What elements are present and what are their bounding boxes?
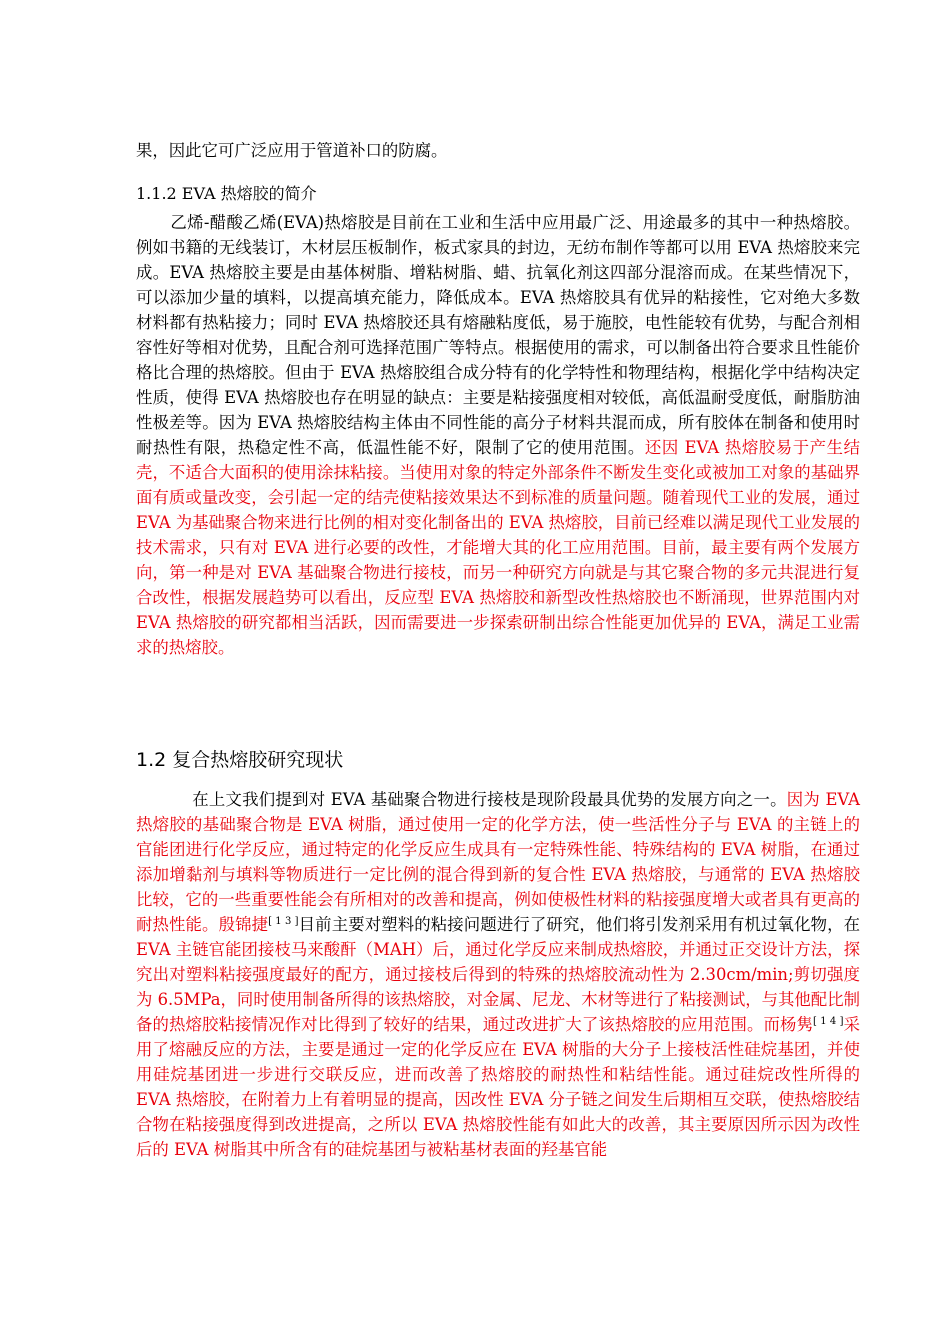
citation-ref-14: [ 1 4 ] — [813, 1016, 844, 1027]
paragraph-text-red: 因为 EVA 热熔胶的基础聚合物是 EVA 树脂，通过使用一定的化学方法，使一些活性分子与 EVA 的主链上的官能团进行化学反应，通过特定的化学反应生成具有一定特殊性能、特殊结构的 EVA 树脂，在通过添加增黏剂与填料等物质进行一定比例的混合得到新的复合性 EVA 热熔胶，与通常的 EVA 热熔胶比较，它的一些重要性能会有所相对的改善和提高，例如使极性材料的粘接强度增大或者具有更高的耐热性能。殷锦捷 — [136, 790, 860, 934]
paragraph-text-red: EVA 主链官能团接枝马来酸酐（MAH）后，通过化学反应来制成热熔胶，并通过正交设计方法，探究出对塑料粘接强度最好的配方，通过接枝后得到的特殊的热熔胶流动性为 2.30cm/min;剪切强度为 6.5MPa，同时使用制备所得的该热熔胶，对金属、尼龙、木材等进行了粘接测试，与其他配比制备的热熔胶粘接情况作对比得到了较好的结果，通过改进扩大了该热熔胶的应用范围。而杨隽 — [136, 940, 860, 1034]
section-1-2-paragraph — [136, 787, 860, 1162]
section-1-2-heading: 1.2 复合热熔胶研究现状 — [136, 749, 344, 771]
paragraph-text-black: 目前主要对塑料的粘接问题进行了研究，他们将引发剂采用有机过氧化物，在 — [298, 915, 860, 934]
paragraph-text-black: 在上文我们提到对 EVA 基础聚合物进行接枝是现阶段最具优势的发展方向之一。 — [192, 790, 787, 809]
paragraph-text-black: 乙烯-醋酸乙烯(EVA)热熔胶是目前在工业和生活中应用最广泛、用途最多的其中一种热熔胶。例如书籍的无线装订，木材层压板制作，板式家具的封边，无纺布制作等都可以用 EVA 热熔胶来完成。EVA 热熔胶主要是由基体树脂、增粘树脂、蜡、抗氧化剂这四部分混溶而成。在某些情况下，可以添加少量的填料，以提高填充能力，降低成本。EVA 热熔胶具有优异的粘接性，它对绝大多数材料都有热粘接力；同时 EVA 热熔胶还具有熔融粘度低，易于施胶，电性能较有优势，与配合剂相容性好等相对优势，且配合剂可选择范围广等特点。根据使用的需求，可以制备出符合要求且性能价格比合理的热熔胶。但由于 EVA 热熔胶组合成分特有的化学特性和物理结构，根据化学中结构决定性质，使得 EVA 热熔胶也存在明显的缺点：主要是粘接强度相对较低，高低温耐受度低，耐脂肪油性极差等。因为 EVA 热熔胶结构主体由不同性能的高分子材料共混而成，所有胶体在制备和使用时耐热性有限，热稳定性不高，低温性能不好，限制了它的使用范围。 — [136, 213, 860, 457]
citation-ref-13: [ 1 3 ] — [268, 916, 299, 927]
intro-line: 果，因此它可广泛应用于管道补口的防腐。 — [136, 141, 448, 160]
paragraph-text-red: 采用了熔融反应的方法，主要是通过一定的化学反应在 EVA 树脂的大分子上接枝活性硅烷基团，并使用硅烷基团进一步进行交联反应，进而改善了热熔胶的耐热性和粘结性能。通过硅烷改性所得的 EVA 热熔胶，在附着力上有着明显的提高，因改性 EVA 分子链之间发生后期相互交联，使热熔胶结合物在粘接强度得到改进提高，之所以 EVA 热熔胶性能有如此大的改善，其主要原因所示因为改性后的 EVA 树脂其中所含有的硅烷基团与被粘基材表面的羟基官能 — [136, 1015, 860, 1159]
section-1-1-2-paragraph — [136, 210, 860, 660]
section-1-1-2-heading: 1.1.2 EVA 热熔胶的简介 — [136, 184, 317, 203]
paragraph-text-red: 还因 EVA 热熔胶易于产生结壳，不适合大面积的使用涂抹粘接。当使用对象的特定外部条件不断发生变化或被加工对象的基础界面有质或量改变，会引起一定的结壳使粘接效果达不到标准的质量问题。随着现代工业的发展，通过 EVA 为基础聚合物来进行比例的相对变化制备出的 EVA 热熔胶，目前已经难以满足现代工业发展的技术需求，只有对 EVA 进行必要的改性，才能增大其的化工应用范围。目前，最主要有两个发展方向，第一种是对 EVA 基础聚合物进行接枝，而另一种研究方向就是与其它聚合物的多元共混进行复合改性，根据发展趋势可以看出，反应型 EVA 热熔胶和新型改性热熔胶也不断涌现，世界范围内对 EVA 热熔胶的研究都相当活跃，因而需要进一步探索研制出综合性能更加优异的 EVA，满足工业需求的热熔胶。 — [136, 438, 860, 657]
